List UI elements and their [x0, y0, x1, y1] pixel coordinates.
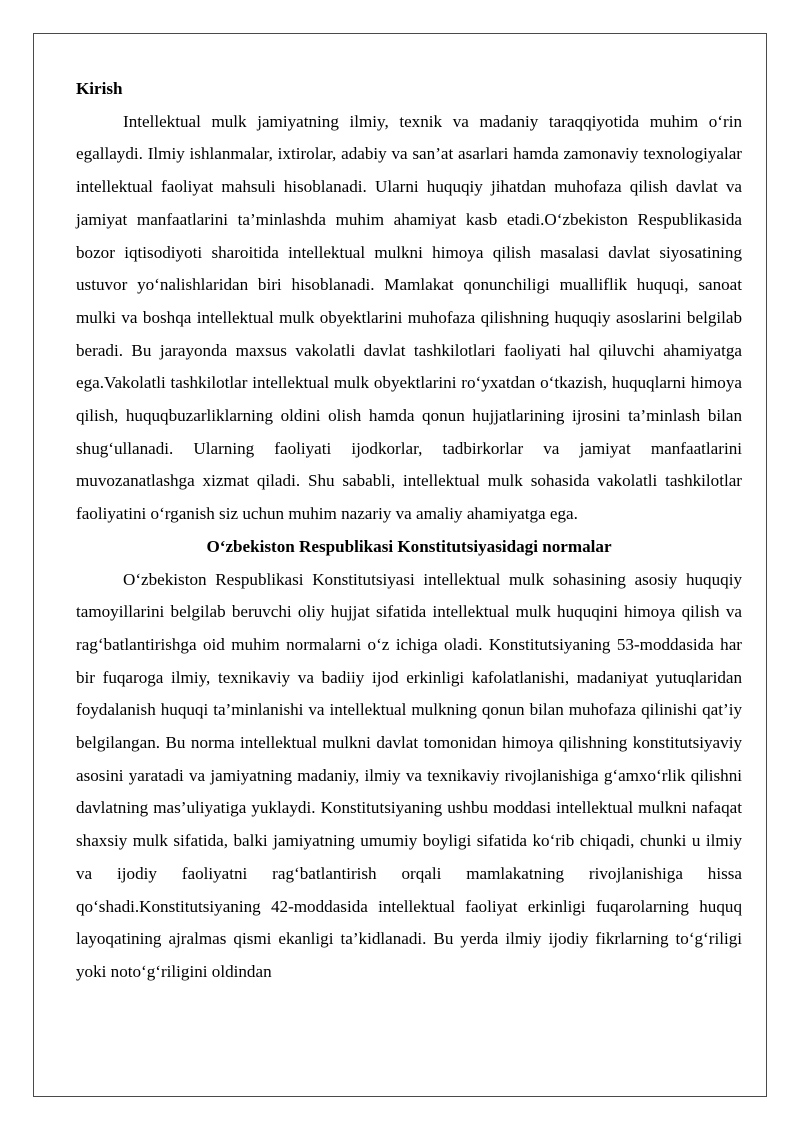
- paragraph-constitution: O‘zbekiston Respublikasi Konstitutsiyasi intellektual mulk sohasining asosiy huquqiy tamoyillarini belgilab beruvchi oliy hujjat sifatida intellektual mulk huquqini himoya qilish va rag‘batlantirishga oid muhim normalarni o‘z ichiga oladi. Konstitutsiyaning 53-moddasida har bir fuqaroga ilmiy, texnikaviy va badiiy ijod erkinligi kafolatlanishi, madaniyat yutuqlaridan foydalanish huquqi ta’minlanishi va intellektual mulkning qonun bilan muhofaza qilinishi qat’iy belgilangan. Bu norma intellektual mulkni davlat tomonidan himoya qilishning konstitutsiyaviy asosini yaratadi va jamiyatning madaniy, ilmiy va texnikaviy rivojlanishiga g‘amxo‘rlik qilishni davlatning mas’uliyatiga yuklaydi. Konstitutsiyaning ushbu moddasi intellektual mulkni nafaqat shaxsiy mulk sifatida, balki jamiyatning umumiy boyligi sifatida ko‘rib chiqadi, chunki u ilmiy va ijodiy faoliyatni rag‘batlantirish orqali mamlakatning rivojlanishiga hissa qo‘shadi.Konstitutsiyaning 42-moddasida intellektual faoliyat erkinligi fuqarolarning huquq layoqatining ajralmas qismi ekanligi ta’kidlanadi. Bu yerda ilmiy ijodiy fikrlarning to‘g‘riligi yoki noto‘g‘riligini oldindan: [76, 569, 742, 981]
- paragraph-intro: Intellektual mulk jamiyatning ilmiy, texnik va madaniy taraqqiyotida muhim o‘rin egallaydi. Ilmiy ishlanmalar, ixtirolar, adabiy va san’at asarlari hamda zamonaviy texnologiyalar intellektual faoliyat mahsuli hisoblanadi. Ularni huquqiy jihatdan muhofaza qilish davlat va jamiyat manfaatlarini ta’minlashda muhim ahamiyat kasb etadi.O‘zbekiston Respublikasida bozor iqtisodiyoti sharoitida intellektual mulkni himoya qilish masalasi davlat siyosatining ustuvor yo‘nalishlaridan biri hisoblanadi. Mamlakat qonunchiligi mualliflik huquqi, sanoat mulki va boshqa intellektual mulk obyektlarini muhofaza qilishning huquqiy asoslarini belgilab beradi. Bu jarayonda maxsus vakolatli davlat tashkilotlari faoliyati hal qiluvchi ahamiyatga ega.Vakolatli tashkilotlar intellektual mulk obyektlarini ro‘yxatdan o‘tkazish, huquqlarni himoya qilish, huquqbuzarliklarning oldini olish hamda qonun hujjatlarining ijrosini ta’minlash bilan shug‘ullanadi. Ularning faoliyati ijodkorlar, tadbirkorlar va jamiyat manfaatlarini muvozanatlashga xizmat qiladi. Shu sababli, intellektual mulk sohasida vakolatli tashkilotlar faoliyatini o‘rganish siz uchun muhim nazariy va amaliy ahamiyatga ega.: [76, 111, 742, 524]
- heading-constitution-norms: O‘zbekiston Respublikasi Konstitutsiyasidagi normalar: [206, 536, 612, 556]
- document-body: [76, 73, 742, 989]
- heading-intro: Kirish: [76, 79, 123, 98]
